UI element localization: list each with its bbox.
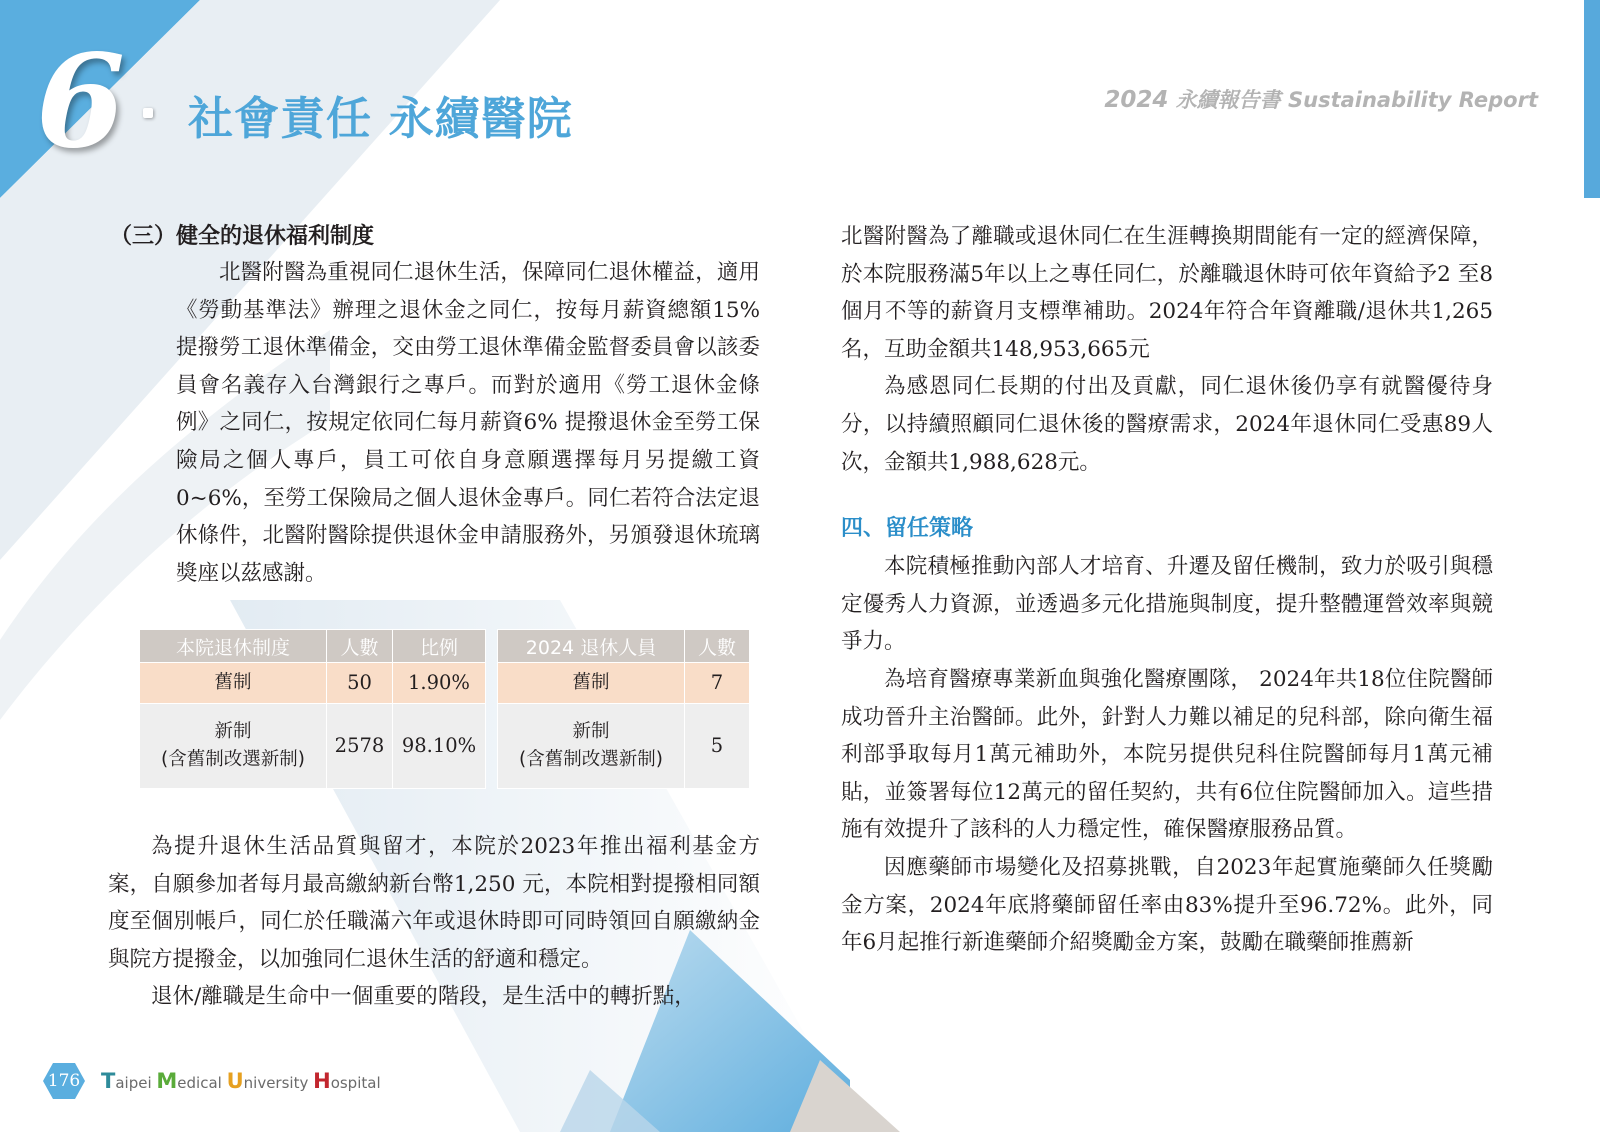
- welfare-fund-section: [108, 828, 760, 1016]
- transition-paragraph: 退休/離職是生命中一個重要的階段，是生活中的轉折點，: [151, 984, 696, 1010]
- table-row: [140, 663, 486, 704]
- table-cell: 98.10%: [393, 704, 486, 789]
- report-title: [1104, 84, 1538, 114]
- report-year: 2024: [1104, 87, 1169, 113]
- table-cell: [498, 704, 685, 789]
- table-header: 比例: [393, 630, 486, 663]
- right-column: [841, 218, 1493, 962]
- table-cell: 舊制: [140, 663, 327, 704]
- chapter-dot: [143, 108, 153, 118]
- table-cell: 舊制: [498, 663, 685, 704]
- cell-line: (含舊制改選新制): [161, 749, 305, 770]
- hospital-word: niversity: [243, 1074, 314, 1092]
- hospital-word: edical: [177, 1074, 227, 1092]
- transition-aid-paragraph: 北醫附醫為了離職或退休同仁在生涯轉換期間能有一定的經濟保障，於本院服務滿5年以上之專任同仁，於離職退休時可依年資給予2 至8 個月不等的薪資月支標準補助。2024年符合年資離職/退休共1,265名，互助金額共148,953,665元: [841, 224, 1493, 362]
- chapter-title: 社會責任 永續醫院: [188, 92, 573, 145]
- hospital-letter: T: [101, 1069, 116, 1093]
- retention-heading: 四、留任策略: [841, 516, 974, 542]
- chapter-number: 6: [36, 27, 126, 177]
- retirement-paragraph: 北醫附醫為重視同仁退休生活，保障同仁退休權益，適用《勞動基準法》辦理之退休金之同仁，按每月薪資總額15%提撥勞工退休準備金，交由勞工退休準備金監督委員會以該委員會名義存入台灣銀行之專戶。而對於適用《勞工退休金條例》之同仁，按規定依同仁每月薪資6% 提撥退休金至勞工保險局之個人專戶，員工可依自身意願選擇每月另提繳工資0~6%，至勞工保險局之個人退休金專戶。同仁若符合法定退休條件，北醫附醫除提供退休金申請服務外，另頒發退休琉璃獎座以茲感謝。: [176, 260, 760, 586]
- retirement-tables: [139, 629, 750, 789]
- welfare-fund-paragraph: 為提升退休生活品質與留才，本院於2023年推出福利基金方案，自願參加者每月最高繳納新台幣1,250 元，本院相對提撥相同額度至個別帳戶，同仁於任職滿六年或退休時即可同時領回自願繳納金與院方提撥金，以加強同仁退休生活的舒適和穩定。: [108, 834, 760, 972]
- page-number-badge: [42, 1062, 86, 1100]
- table-cell: 50: [327, 663, 393, 704]
- section-heading: （三）健全的退休福利制度: [110, 223, 375, 249]
- table-header-row: [140, 630, 486, 663]
- table-header: 人數: [685, 630, 750, 663]
- hospital-letter: U: [226, 1069, 244, 1093]
- page-number: 176: [47, 1071, 81, 1091]
- table-cell: 2578: [327, 704, 393, 789]
- medical-benefit-paragraph: 為感恩同仁長期的付出及貢獻，同仁退休後仍享有就醫優待身分，以持續照顧同仁退休後的醫療需求，2024年退休同仁受惠89人次，金額共1,988,628元。: [841, 374, 1493, 475]
- resident-retention-paragraph: 為培育醫療專業新血與強化醫療團隊， 2024年共18位住院醫師成功晉升主治醫師。此外，針對人力難以補足的兒科部，除向衛生福利部爭取每月1萬元補助外，本院另提供兒科住院醫師每月1萬元補貼，並簽署每位12萬元的留任契約，共有6位住院醫師加入。這些措施有效提升了該科的人力穩定性，確保醫療服務品質。: [841, 666, 1493, 843]
- retention-intro-paragraph: 本院積極推動內部人才培育、升遷及留任機制，致力於吸引與穩定優秀人力資源，並透過多元化措施與制度，提升整體運營效率與競爭力。: [841, 554, 1493, 655]
- table-cell: 7: [685, 663, 750, 704]
- hospital-word: aipei: [115, 1074, 157, 1092]
- retirement-section: [110, 218, 760, 592]
- cell-line: 新制: [214, 721, 252, 742]
- table-row: [498, 663, 750, 704]
- hospital-word: ospital: [330, 1074, 381, 1092]
- table-header: 2024 退休人員: [498, 630, 685, 663]
- table-cell: [140, 704, 327, 789]
- report-name: 永續報告書 Sustainability Report: [1175, 88, 1538, 112]
- table-header: 本院退休制度: [140, 630, 327, 663]
- table-cell: 5: [685, 704, 750, 789]
- retirement-system-table: [139, 629, 486, 789]
- hospital-name: [101, 1069, 381, 1093]
- table-cell: 1.90%: [393, 663, 486, 704]
- cell-line: (含舊制改選新制): [519, 749, 663, 770]
- table-row: [140, 704, 486, 789]
- table-header-row: [498, 630, 750, 663]
- hospital-letter: M: [156, 1069, 178, 1093]
- cell-line: 新制: [572, 721, 610, 742]
- table-row: [498, 704, 750, 789]
- hospital-letter: H: [313, 1069, 331, 1093]
- table-header: 人數: [327, 630, 393, 663]
- pharmacist-retention-paragraph: 因應藥師市場變化及招募挑戰，自2023年起實施藥師久任獎勵金方案，2024年底將藥師留任率由83%提升至96.72%。此外，同年6月起推行新進藥師介紹獎勵金方案，鼓勵在職藥師推薦新: [841, 854, 1493, 956]
- edge-tab: [1584, 0, 1600, 198]
- retirees-table: [497, 629, 750, 789]
